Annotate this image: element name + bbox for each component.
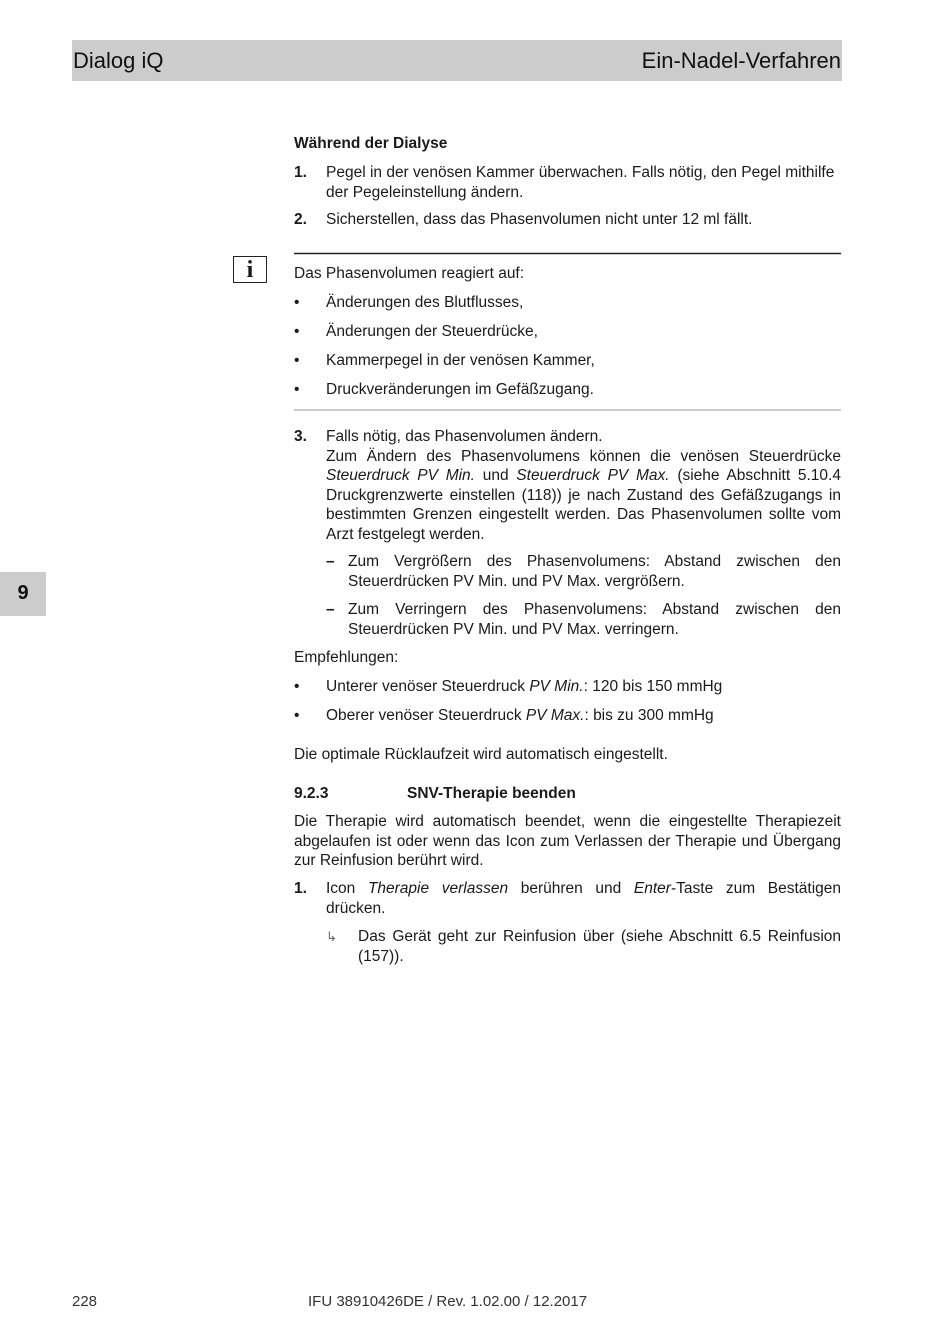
bullet-glyph: • bbox=[294, 707, 300, 724]
page-number: 228 bbox=[72, 1293, 98, 1310]
step-3-line: Falls nötig, das Phasenvolumen ändern. bbox=[326, 428, 603, 445]
bullet-text: Änderungen des Blutflusses, bbox=[326, 294, 524, 311]
step-item bbox=[294, 163, 841, 202]
step-item bbox=[294, 879, 841, 918]
step-text: Pegel in der venösen Kammer überwachen. Falls nötig, den Pegel mithilfe der Pegeleinstellung ändern. bbox=[326, 164, 835, 201]
dash-text: Zum Verringern des Phasenvolumens: Abstand zwischen den Steuerdrücken PV Min. und PV Max. verringern. bbox=[348, 601, 841, 638]
section-number: 9.2.3 bbox=[294, 785, 329, 802]
document-reference: IFU 38910426DE / Rev. 1.02.00 / 12.2017 bbox=[308, 1293, 588, 1310]
step-item bbox=[294, 427, 841, 544]
page-header bbox=[72, 40, 842, 81]
result-item bbox=[326, 927, 841, 966]
step-number: 3. bbox=[294, 428, 307, 445]
bullet-text: Druckveränderungen im Gefäßzugang. bbox=[326, 381, 594, 398]
chapter-tab: 9 bbox=[0, 572, 46, 616]
dash-glyph: – bbox=[326, 601, 335, 618]
info-bullet-item bbox=[294, 351, 841, 371]
recommendation-item bbox=[294, 677, 841, 697]
info-top-rule bbox=[294, 252, 841, 255]
result-arrow-icon: ↳ bbox=[326, 929, 337, 944]
section-paragraph: Die Therapie wird automatisch beendet, wenn die eingestellte Therapiezeit abgelaufen ist oder wenn das Icon zum Verlassen der Therapie und Übergang zur Reinfusion berührt wird. bbox=[294, 813, 841, 869]
step-text: Sicherstellen, dass das Phasenvolumen nicht unter 12 ml fällt. bbox=[326, 211, 753, 228]
info-bullet-item bbox=[294, 322, 841, 342]
info-bottom-rule bbox=[294, 409, 841, 412]
bullet-glyph: • bbox=[294, 678, 300, 695]
header-chapter-title: Ein-Nadel-Verfahren bbox=[641, 47, 841, 73]
recommendations-label: Empfehlungen: bbox=[294, 649, 399, 666]
step-3-paragraph: Zum Ändern des Phasenvolumens können die venösen Steuerdrücke Steuerdruck PV Min. und Steuerdruck PV Max. (siehe Abschnitt 5.10.4 Druckgrenzwerte einstellen (118)) je nach Zustand des Gefäßzugangs in bestimmten Grenzen eingestellt werden. Das Phasenvolumen sollte vom Arzt festgelegt werden. bbox=[326, 447, 841, 543]
result-text: Das Gerät geht zur Reinfusion über (siehe Abschnitt 6.5 Reinfusion (157)). bbox=[358, 928, 841, 965]
recommendation-text: Oberer venöser Steuerdruck PV Max.: bis zu 300 mmHg bbox=[326, 707, 714, 724]
section-title: SNV-Therapie beenden bbox=[407, 785, 576, 802]
ui-term-pv-max: Steuerdruck PV Max. bbox=[516, 467, 670, 484]
info-bullet-item bbox=[294, 293, 841, 313]
step-item bbox=[294, 210, 841, 230]
ui-term-enter: Enter bbox=[633, 880, 671, 897]
bullet-text: Änderungen der Steuerdrücke, bbox=[326, 323, 538, 340]
subheading-during-dialysis: Während der Dialyse bbox=[294, 135, 448, 152]
dash-item bbox=[326, 600, 841, 639]
step-number: 1. bbox=[294, 164, 307, 181]
recommendation-item bbox=[294, 706, 841, 726]
ui-term-exit-therapy: Therapie verlassen bbox=[367, 880, 509, 897]
info-icon: i bbox=[233, 256, 267, 283]
info-intro: Das Phasenvolumen reagiert auf: bbox=[294, 265, 525, 282]
step-3-body bbox=[326, 427, 841, 544]
header-product-title: Dialog iQ bbox=[73, 47, 164, 73]
step-number: 2. bbox=[294, 211, 307, 228]
bullet-glyph: • bbox=[294, 323, 300, 340]
bullet-glyph: • bbox=[294, 294, 300, 311]
bullet-glyph: • bbox=[294, 352, 300, 369]
optimal-return-text: Die optimale Rücklaufzeit wird automatisch eingestellt. bbox=[294, 746, 668, 763]
step-number: 1. bbox=[294, 880, 307, 897]
bullet-glyph: • bbox=[294, 381, 300, 398]
dash-item bbox=[326, 552, 841, 591]
dash-text: Zum Vergrößern des Phasenvolumens: Abstand zwischen den Steuerdrücken PV Min. und PV Max. vergrößern. bbox=[348, 553, 841, 590]
info-bullet-item bbox=[294, 380, 841, 400]
step-text: Icon Therapie verlassen berühren und Enter-Taste zum Bestätigen drücken. bbox=[326, 880, 841, 917]
recommendation-text: Unterer venöser Steuerdruck PV Min.: 120 bis 150 mmHg bbox=[326, 678, 723, 695]
dash-glyph: – bbox=[326, 553, 335, 570]
bullet-text: Kammerpegel in der venösen Kammer, bbox=[326, 352, 595, 369]
ui-term-pv-min: Steuerdruck PV Min. bbox=[326, 467, 475, 484]
